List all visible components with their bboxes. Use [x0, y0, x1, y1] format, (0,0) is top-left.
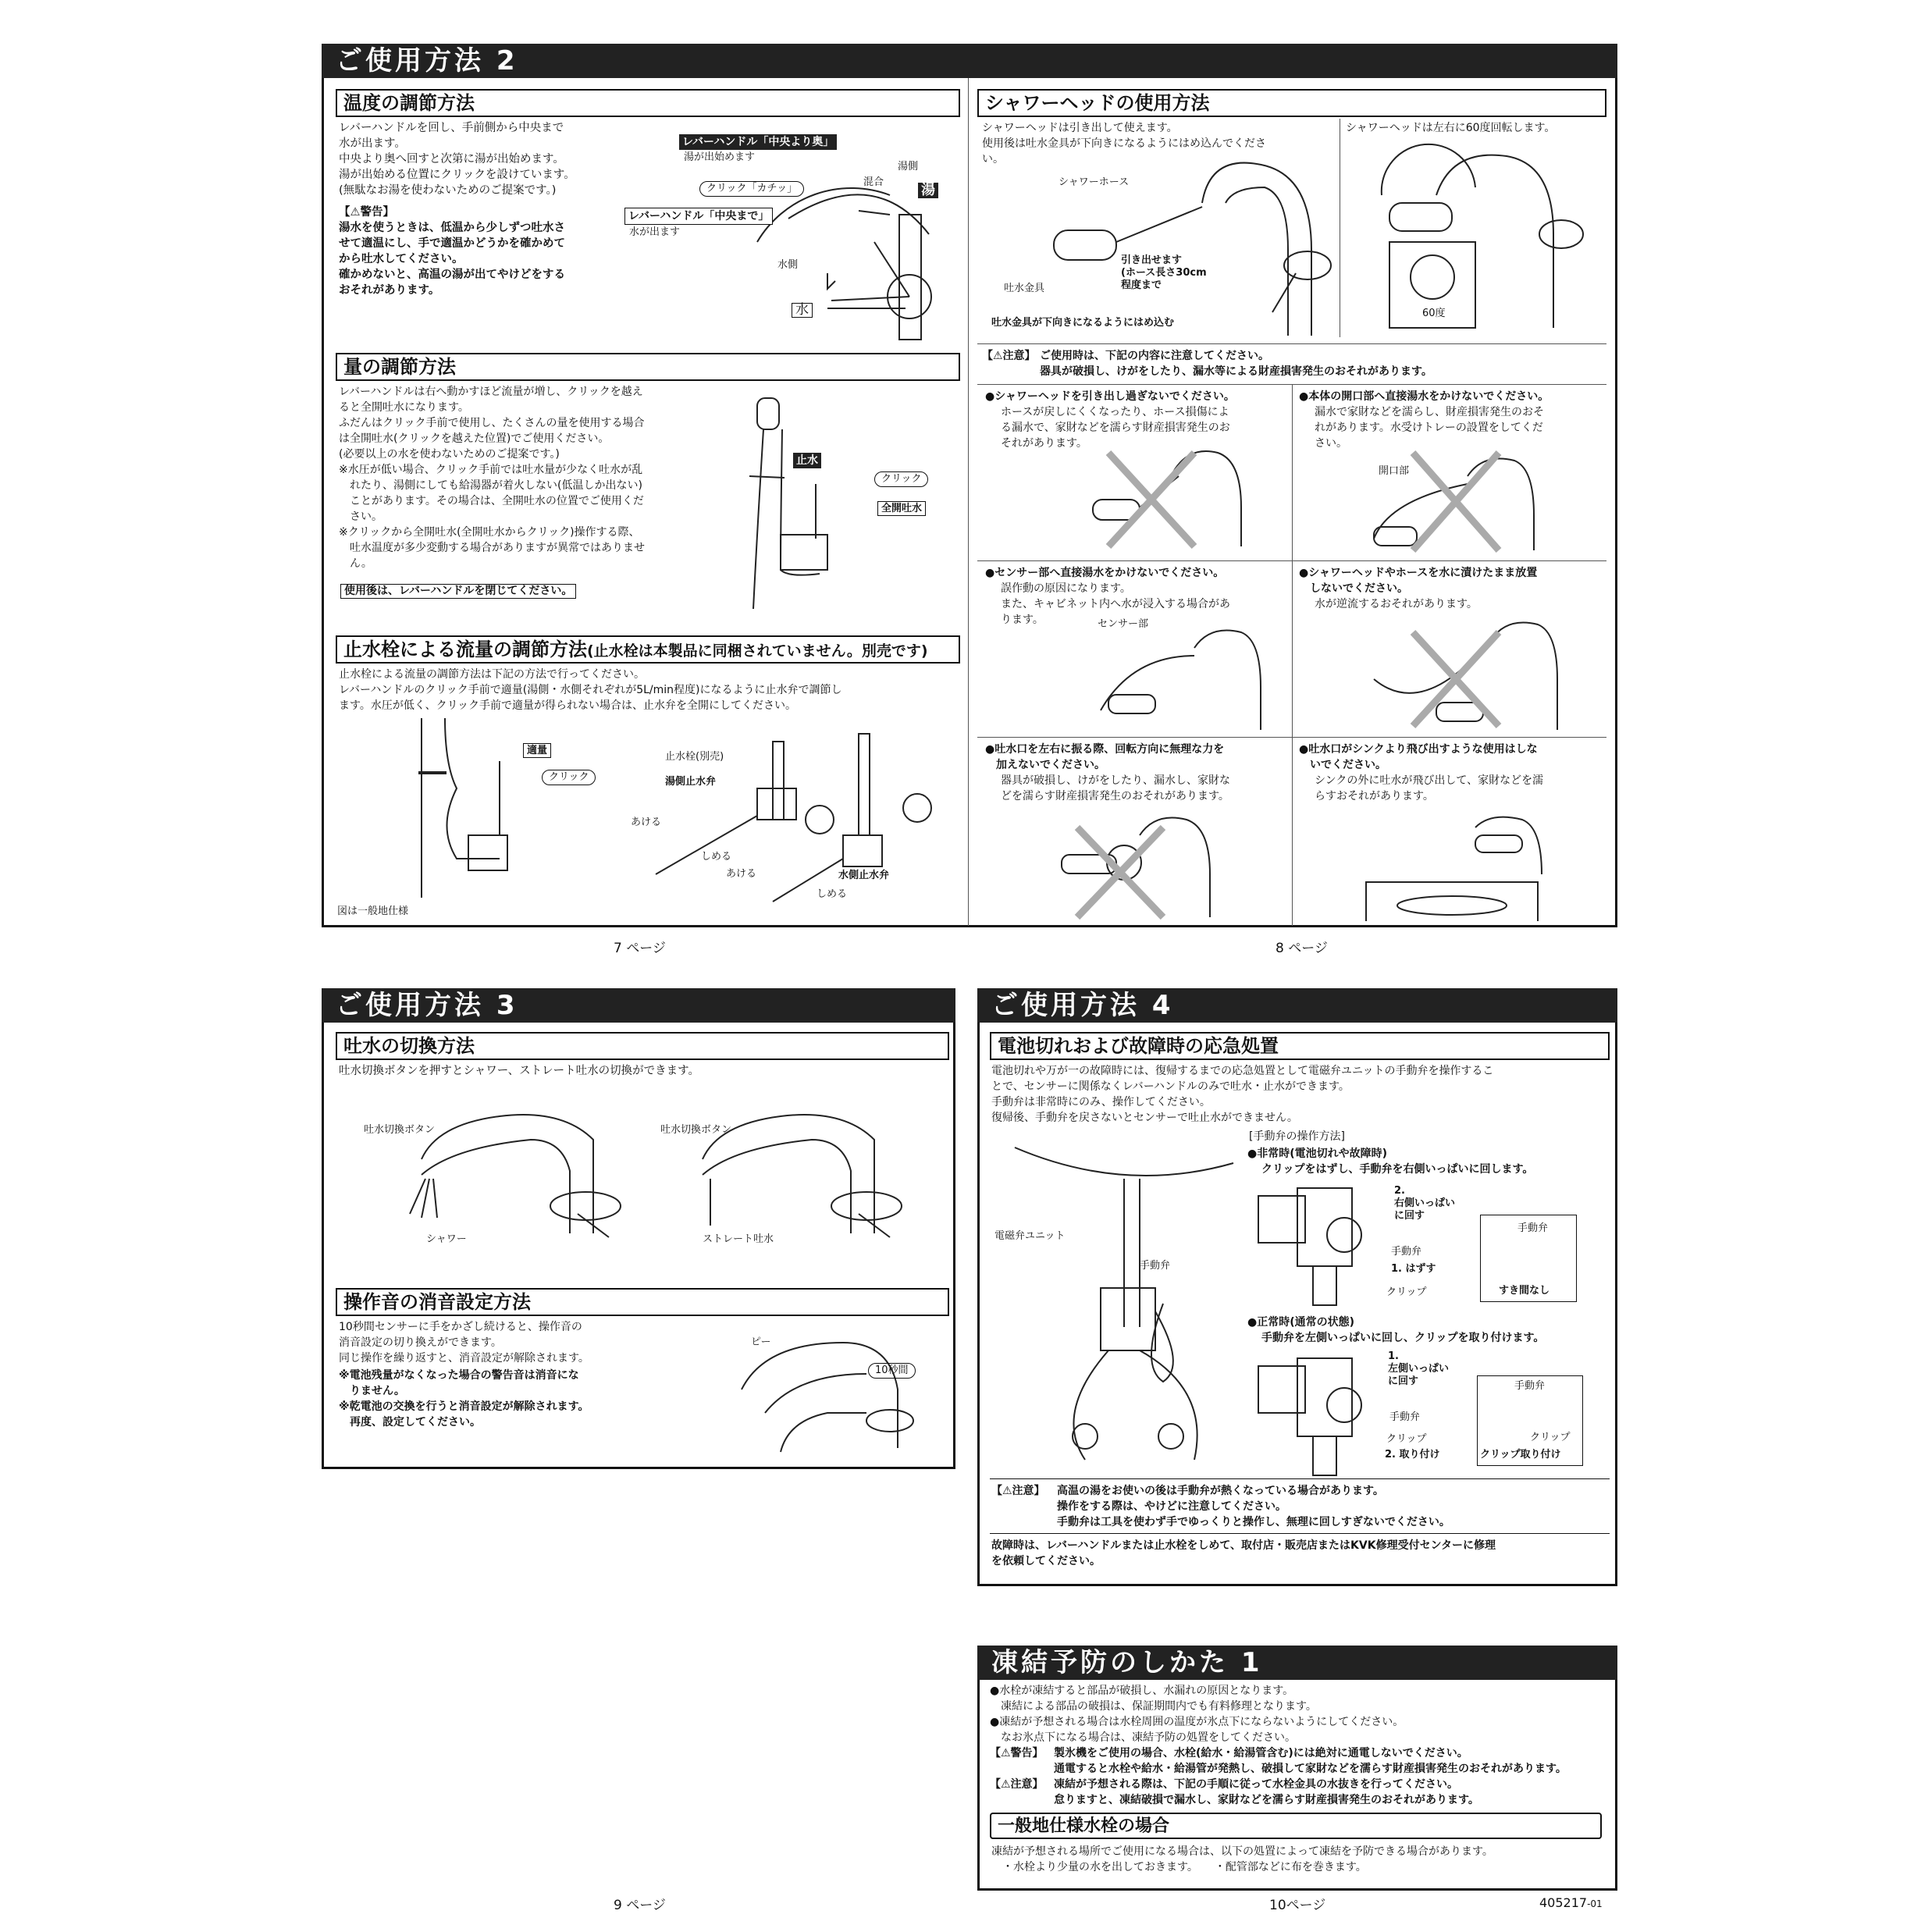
valve-sold: 止水栓(別売): [665, 751, 724, 763]
p10a-fail: 故障時は、レバーハンドルまたは止水栓をしめて、取付店・販売店またはKVK修理受付センターに修理 を依頼してください。: [991, 1539, 1496, 1567]
p10a-emg-box-gap: すき間なし: [1499, 1285, 1550, 1297]
temp-lever-back-label: レバーハンドル「中央より奥」: [679, 134, 837, 150]
p8-shower-right-body: シャワーヘッドは左右に60度回転します。: [1346, 122, 1556, 134]
shower-rotate-illustration: [1358, 141, 1592, 336]
page-10-number: 10ページ: [1269, 1898, 1326, 1913]
p10a-body: 電池切れや万が一の故障時には、復帰するまでの応急処置として電磁弁ユニットの手動弁を操作するこ とで、センサーに関係なくレバーハンドルのみで吐水・止水ができます。 手動弁は非常時にのみ、操作してください。 復帰後、手動弁を戻さないとセンサーで吐止水ができません。: [991, 1065, 1494, 1124]
p8-cell3-illustration: [1085, 624, 1265, 734]
shower-pull-label: 引き出せます (ホース長さ30cm 程度まで: [1121, 254, 1207, 291]
p10a-emg-head: ●非常時(電池切れや故障時): [1247, 1147, 1388, 1160]
p10a-emg-1: 1. はずす: [1391, 1263, 1436, 1275]
p10a-caution-rule: [990, 1478, 1610, 1479]
page-7-number: 7 ページ: [614, 941, 666, 956]
p10a-norm-head: ●正常時(通常の状態): [1247, 1316, 1355, 1329]
p8-cell6-illustration: [1358, 812, 1592, 921]
temp-mix: 混合: [863, 176, 884, 188]
p10b-warn-head: 【⚠警告】: [990, 1747, 1044, 1759]
p8-cell5-body: 器具が破損し、けがをしたり、漏水し、家財な どを濡らす財産損害発生のおそれがあります。: [1001, 774, 1230, 802]
p8-shower-left-body: シャワーヘッドは引き出して使えます。 使用後は吐水金具が下向きになるようにはめ込んでくださ い。: [982, 122, 1266, 165]
p7-header: ご使用方法 2: [322, 44, 1617, 78]
p8-cell2-body: 漏水で家財などを濡らし、財産損害発生のおそ れがあります。水受けトレーの設置をしてくだ さい。: [1315, 406, 1544, 450]
p10a-emg-valve-illustration: [1251, 1180, 1391, 1305]
p9-switch-title: 吐水の切換方法: [336, 1032, 949, 1060]
p8-shower-title: シャワーヘッドの使用方法: [977, 89, 1606, 117]
temp-lever-center-label: レバーハンドル「中央まで」: [624, 208, 773, 225]
p10b-sub-title: 一般地仕様水栓の場合: [990, 1813, 1602, 1839]
valve-open2: あける: [726, 868, 757, 880]
doc-code: [1539, 1895, 1603, 1910]
p7-temp-body: レバーハンドルを回し、手前側から中央まで 水が出ます。 中央より奥へ回すと次第に湯が出始めます。 湯が出始める位置にクリックを設けています。 (無駄なお湯を使わないためのご提案です。): [339, 122, 575, 197]
valve-hot: 湯側止水弁: [665, 776, 717, 788]
valve-proper: 適量: [523, 743, 551, 758]
shower-fit-label: 吐水金具が下向きになるようにはめ込む: [991, 317, 1175, 329]
switch-straight-illustration: [687, 1093, 921, 1241]
p10b-header: 凍結予防のしかた 1: [977, 1646, 1617, 1680]
p8-cell1-illustration: [1077, 445, 1249, 554]
p8-cell5-head: ●吐水口を左右に振る際、回転方向に無理な力を 加えないでください。: [985, 743, 1225, 771]
p10a-norm-box-cap: クリップ取り付け: [1480, 1449, 1561, 1461]
p8-cell4-illustration: [1374, 617, 1561, 734]
shower-spout-label: 吐水金具: [1004, 283, 1045, 294]
p10a-norm-body: 手動弁を左側いっぱいに回し、クリップを取り付けます。: [1261, 1332, 1545, 1344]
p8-cell4-body: 水が逆流するおそれがあります。: [1315, 598, 1478, 610]
mute-beep: ピー: [751, 1336, 771, 1348]
p10a-header: ご使用方法 4: [977, 988, 1617, 1023]
p7-valve-title: [336, 635, 960, 664]
doc-code-main: 405217: [1539, 1895, 1588, 1910]
p10a-norm-valve-illustration: [1251, 1350, 1391, 1475]
temp-cold-mark: 水: [792, 303, 813, 318]
temp-hot-mark: 湯: [918, 183, 938, 198]
p7-temp-title: 温度の調節方法: [336, 89, 960, 117]
p8-cell3-body: 誤作動の原因になります。 また、キャビネット内へ水が浸入する場合があ ります。: [1001, 582, 1230, 626]
valve-cold: 水側止水弁: [838, 870, 890, 881]
p9-switch-body: 吐水切換ボタンを押すとシャワー、ストレート吐水の切換ができます。: [339, 1065, 699, 1077]
p7-flow-title: 量の調節方法: [336, 353, 960, 381]
p8-cell1-body: ホースが戻しにくくなったり、ホース損傷によ る漏水で、家財などを濡らす財産損害発生のお それがあります。: [1001, 406, 1230, 450]
p7-temp-warn-body: 湯水を使うときは、低温から少しずつ吐水さ せて適温にし、手で適温かどうかを確かめて から吐水してください。 確かめないと、高温の湯が出てやけどをする おそれがあります。: [339, 222, 565, 297]
valve-click: クリック: [542, 770, 596, 785]
p8-grid-row2: [977, 560, 1606, 561]
valve-open1: あける: [631, 817, 662, 828]
temp-click-label: クリック「カチッ」: [699, 181, 804, 197]
p10a-emg-body: クリップをはずし、手動弁を右側いっぱいに回します。: [1261, 1163, 1534, 1176]
p10a-emg-2: 2. 右側いっぱい に回す: [1394, 1185, 1456, 1222]
shower-deg-label: 60度: [1422, 308, 1446, 319]
p10a-manual-label: 手動弁: [1140, 1260, 1171, 1272]
page-9-number: 9 ページ: [614, 1898, 666, 1913]
p8-cell6-body: シンクの外に吐水が飛び出して、家財などを濡 らすおそれがあります。: [1315, 774, 1544, 802]
p7-temp-warn-head: 【⚠警告】: [339, 206, 394, 219]
p8-grid-mid: [1292, 384, 1293, 926]
flow-click: クリック: [874, 471, 928, 487]
p7-flow-note: 使用後は、レバーハンドルを閉じてください。: [340, 584, 576, 599]
p8-cell1-head: ●シャワーヘッドを引き出し過ぎないでください。: [985, 390, 1235, 403]
p10a-caution-head: 【⚠注意】: [991, 1485, 1045, 1497]
p10b-body: ●水栓が凍結すると部品が破損し、水漏れの原因となります。 凍結による部品の破損は、保証期間内でも有料修理となります。 ●凍結が予想される場合は水栓周囲の温度が氷点下にならないようにしてください。 なお氷点下になる場合は、凍結予防の処置をしてください。: [990, 1685, 1404, 1744]
p10a-proc: [手動弁の操作方法]: [1249, 1130, 1345, 1143]
p9-header: ご使用方法 3: [322, 988, 955, 1023]
p7-valve-title-main: 止水栓による流量の調節方法: [343, 639, 587, 660]
p10a-norm-valve: 手動弁: [1389, 1411, 1421, 1423]
flow-stop: 止水: [793, 453, 821, 468]
valve-fig-note: 図は一般地仕様: [337, 906, 409, 917]
p10a-caution-body: 高温の湯をお使いの後は手動弁が熱くなっている場合があります。 操作をする際は、やけどに注意してください。 手動弁は工具を使わず手でゆっくりと操作し、無理に回しすぎないでください。: [1057, 1485, 1450, 1528]
page-8-number: 8 ページ: [1276, 941, 1328, 956]
p10a-norm-2: 2. 取り付け: [1385, 1449, 1440, 1461]
shower-hose-label: シャワーホース: [1059, 176, 1130, 188]
p7-valve-body: 止水栓による流量の調節方法は下記の方法で行ってください。 レバーハンドルのクリック手前で適量(湯側・水側それぞれが5L/min程度)になるように止水弁で調節し ます。水圧が低く、クリック手前で適量が得られない場合は、止水弁を全開にしてください。: [339, 668, 842, 712]
temp-lever-back-sub: 湯が出始めます: [684, 151, 756, 163]
p8-cell3-head: ●センサー部へ直接湯水をかけないでください。: [985, 567, 1225, 579]
p10a-title: 電池切れおよび故障時の応急処置: [990, 1032, 1610, 1060]
p10b-caut-body: 凍結が予想される際は、下記の手順に従って水栓金具の水抜きを行ってください。 怠りますと、凍結破損で漏水し、家財などを濡らす財産損害発生のおそれがあります。: [1054, 1778, 1479, 1806]
p8-caution-body: ご使用時は、下記の内容に注意してください。 器具が破損し、けがをしたり、漏水等による財産損害発生のおそれがあります。: [1040, 350, 1432, 378]
p8-caution-rule: [977, 343, 1606, 344]
p8-grid-row3: [977, 737, 1606, 738]
flow-full: 全開吐水: [877, 501, 926, 516]
p9-mute-body: 10秒間センサーに手をかざし続けると、操作音の 消音設定の切り換えができます。 同じ操作を繰り返すと、消音設定が解除されます。: [339, 1321, 589, 1364]
p8-cell2-label: 開口部: [1379, 465, 1410, 477]
p8-cell4-head: ●シャワーヘッドやホースを水に漬けたまま放置 しないでください。: [1299, 567, 1538, 595]
switch-btn1-label: 吐水切換ボタン: [364, 1124, 436, 1136]
p10a-emg-clip: クリップ: [1386, 1286, 1427, 1298]
p7-valve-title-sub: (止水栓は本製品に同梱されていません。別売です): [587, 642, 928, 660]
p10b-caut-head: 【⚠注意】: [990, 1778, 1044, 1791]
p10a-norm-1: 1. 左側いっぱい に回す: [1388, 1350, 1450, 1387]
switch-shower-illustration: [406, 1093, 640, 1241]
temp-cold-side: 水側: [777, 259, 799, 271]
p10b-sub-body: 凍結が予想される場所でご使用になる場合は、以下の処置によって凍結を予防できる場合があります。 ・水栓より少量の水を出しておきます。 ・配管部などに布を巻きます。: [991, 1845, 1493, 1873]
p10b-warn-body: 製氷機をご使用の場合、水栓(給水・給湯管含む)には絶対に通電しないでください。 通電すると水栓や給水・給湯管が発熱し、破損して家財などを濡らす財産損害発生のおそれがあります。: [1054, 1747, 1567, 1775]
switch-btn2-label: 吐水切換ボタン: [660, 1124, 732, 1136]
mute-sec: 10秒間: [868, 1363, 916, 1379]
p8-cell5-illustration: [1054, 804, 1241, 921]
p10a-norm-box-clip: クリップ: [1530, 1432, 1571, 1443]
p9-mute-title: 操作音の消音設定方法: [336, 1288, 949, 1316]
p8-cell2-head: ●本体の開口部へ直接湯水をかけないでください。: [1299, 390, 1550, 403]
p10a-unit-label: 電磁弁ユニット: [994, 1230, 1066, 1242]
p8-cell2-illustration: [1358, 453, 1538, 554]
p10a-solenoid-illustration: [1007, 1132, 1241, 1460]
p10a-norm-box-valve: 手動弁: [1514, 1380, 1546, 1392]
p10a-fail-rule: [990, 1533, 1610, 1534]
temp-hot-side: 湯側: [898, 161, 919, 173]
spread-divider: [968, 78, 969, 926]
p8-caution-head: 【⚠注意】: [982, 350, 1036, 362]
valve-close2: しめる: [817, 888, 848, 900]
p8-cell6-head: ●吐水口がシンクより飛び出すような使用はしな いでください。: [1299, 743, 1538, 771]
p10a-norm-clip: クリップ: [1386, 1433, 1427, 1445]
temp-lever-center-sub: 水が出ます: [629, 226, 681, 238]
switch-straight-label: ストレート吐水: [703, 1233, 774, 1245]
p7-flow-body: レバーハンドルは右へ動かすほど流量が増し、クリックを越え ると全開吐水になります。 ふだんはクリック手前で使用し、たくさんの量を使用する場合 は全開吐水(クリックを越えた位置)でご使用ください。 (必要以上の水を使わないためのご提案です。) ※水圧が低い場合、クリック手前では吐水量が少なく吐水が乱 れたり、湯側にしても給湯器が着火しない(低温しか出ない) ことがあります。その場合は、全開吐水の位置でご使用くだ さい。 ※クリックから全開吐水(全開吐水からクリック)操作する際、 吐水温度が多少変動する場合がありますが異常ではありませ ん。: [339, 386, 645, 570]
doc-code-sub: -01: [1587, 1898, 1603, 1909]
valve-close1: しめる: [701, 851, 732, 863]
p8-cell3-label: センサー部: [1098, 618, 1149, 630]
switch-shower-label: シャワー: [426, 1233, 467, 1245]
p10a-emg-valve: 手動弁: [1391, 1246, 1422, 1258]
p9-mute-note: ※電池残量がなくなった場合の警告音は消音にな りません。 ※乾電池の交換を行うと消音設定が解除されます。 再度、設定してください。: [339, 1369, 589, 1429]
p10a-emg-box-valve: 手動弁: [1517, 1222, 1549, 1234]
